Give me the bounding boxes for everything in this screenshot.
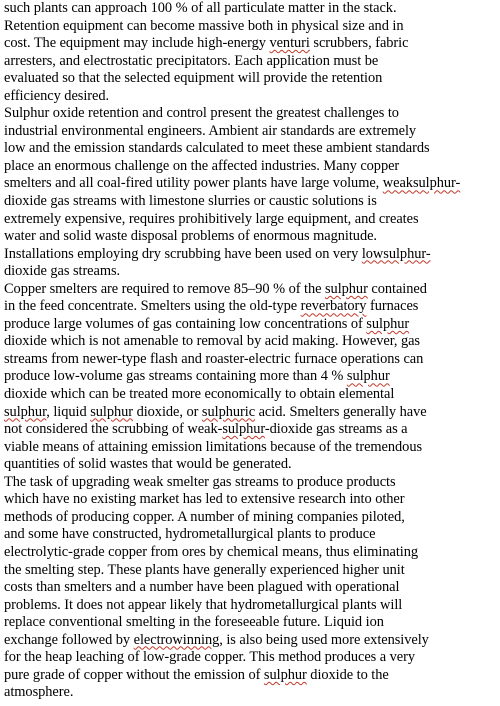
spellcheck-flagged-word: sulphur <box>346 368 390 385</box>
text-segment: smelters and all coal-fired utility power plants have large volume, <box>4 175 383 192</box>
text-segment: Sulphur oxide retention and control present the greatest challenges to <box>4 105 399 122</box>
text-segment: scrubbers, fabric <box>309 35 409 52</box>
text-segment: The task of upgrading weak smelter gas streams to produce products <box>4 473 396 490</box>
text-line <box>4 614 498 632</box>
text-segment: exchange followed by <box>4 631 134 648</box>
spellcheck-flagged-word: venturi <box>269 35 310 52</box>
text-segment: not considered the scrubbing of weak- <box>4 421 223 438</box>
text-segment: electrolytic-grade copper from ores by chemical means, thus eliminating <box>4 543 419 560</box>
spellcheck-flagged-word: sulphuric <box>201 403 256 420</box>
text-segment: industrial environmental engineers. Ambient air standards are extremely <box>4 122 417 139</box>
text-segment: place an enormous challenge on the affected industries. Many copper <box>4 157 400 174</box>
text-segment: efficiency desired. <box>4 87 110 104</box>
text-segment: dioxide, or <box>133 403 202 420</box>
text-line <box>4 544 498 562</box>
text-segment: such plants can approach 100 % of all particulate matter in the stack. <box>4 0 397 16</box>
text-segment: viable means of attaining emission limitations because of the tremendous <box>4 438 423 455</box>
text-line <box>4 474 498 492</box>
text-segment: and some have constructed, hydrometallurgical plants to produce <box>4 526 376 543</box>
text-segment: Retention equipment can become massive both in physical size and in <box>4 17 404 34</box>
text-line <box>4 456 498 474</box>
text-segment: water and solid waste disposal problems of enormous magnitude. <box>4 228 377 245</box>
spellcheck-flagged-word: sulphur <box>4 403 47 420</box>
text-segment: extremely expensive, requires prohibitively large equipment, and creates <box>4 210 419 227</box>
text-line <box>4 88 498 106</box>
text-segment: arresters, and electrostatic precipitators. Each application must be <box>4 52 379 69</box>
text-segment: quantities of solid wastes that would be generated. <box>4 456 292 473</box>
text-segment: costs than smelters and a number have been plagued with operational <box>4 579 400 596</box>
text-segment: dioxide to the <box>306 666 389 683</box>
text-line <box>4 421 498 439</box>
text-line <box>4 158 498 176</box>
text-segment: in the feed concentrate. Smelters using the old-type <box>4 298 301 315</box>
spellcheck-flagged-word: sulphur <box>366 315 410 332</box>
text-line <box>4 579 498 597</box>
spellcheck-flagged-word: reverbatory <box>300 298 367 315</box>
text-segment: replace conventional smelting in the foreseeable future. Liquid ion <box>4 614 384 631</box>
text-segment: which have no existing market has led to extensive research into other <box>4 491 405 508</box>
text-segment: methods of producing copper. A number of mining companies piloted, <box>4 508 405 525</box>
text-segment: atmosphere. <box>4 684 74 701</box>
text-line <box>4 649 498 667</box>
spellcheck-flagged-word: weaksulphur- <box>382 175 461 192</box>
text-line <box>4 263 498 281</box>
text-segment: Installations employing dry scrubbing have been used on very <box>4 245 362 262</box>
text-segment: streams from newer-type flash and roaster-electric furnace operations can <box>4 350 424 367</box>
text-line <box>4 0 498 18</box>
text-line <box>4 211 498 229</box>
text-line <box>4 298 498 316</box>
spellcheck-flagged-word: sulphur <box>263 666 307 683</box>
text-segment: pure grade of copper without the emission of <box>4 666 264 683</box>
text-segment: dioxide gas streams. <box>4 263 121 280</box>
text-segment: problems. It does not appear likely that hydrometallurgical plants will <box>4 596 403 613</box>
text-line <box>4 193 498 211</box>
text-line <box>4 281 498 299</box>
text-segment: furnaces <box>366 298 419 315</box>
text-segment: , is also being used more extensively <box>219 631 429 648</box>
text-line <box>4 140 498 158</box>
text-segment: contained <box>367 280 427 297</box>
text-segment: low and the emission standards calculated to meet these ambient standards <box>4 140 430 157</box>
text-line <box>4 123 498 141</box>
text-line <box>4 526 498 544</box>
spellcheck-flagged-word: electrowinning <box>133 631 220 648</box>
text-segment: , liquid <box>46 403 91 420</box>
text-line <box>4 53 498 71</box>
spellcheck-flagged-word: sulphur <box>222 421 265 438</box>
text-segment: the smelting step. These plants have generally experienced higher unit <box>4 561 405 578</box>
text-segment: dioxide which can be treated more economically to obtain elemental <box>4 386 395 403</box>
text-segment: acid. Smelters generally have <box>255 403 427 420</box>
text-line <box>4 439 498 457</box>
spellcheck-flagged-word: sulphur <box>325 280 368 297</box>
text-line <box>4 35 498 53</box>
text-segment: -dioxide gas streams as a <box>264 421 408 438</box>
text-segment: produce large volumes of gas containing low concentrations of <box>4 315 367 332</box>
text-segment: cost. The equipment may include high-energy <box>4 35 270 52</box>
text-line <box>4 246 498 264</box>
text-segment: dioxide which is not amenable to removal by acid making. However, gas <box>4 333 420 350</box>
text-line <box>4 597 498 615</box>
text-line <box>4 70 498 88</box>
text-line <box>4 509 498 527</box>
text-line <box>4 684 498 702</box>
text-line <box>4 175 498 193</box>
text-line <box>4 333 498 351</box>
text-segment: evaluated so that the selected equipment will provide the retention <box>4 70 383 87</box>
document-body <box>4 0 498 702</box>
text-line <box>4 351 498 369</box>
text-line <box>4 667 498 685</box>
text-line <box>4 316 498 334</box>
text-segment: Copper smelters are required to remove 85–90 % of the <box>4 280 325 297</box>
text-line <box>4 228 498 246</box>
spellcheck-flagged-word: sulphur <box>90 403 134 420</box>
text-line <box>4 491 498 509</box>
text-segment: for the heap leaching of low-grade copper. This method produces a very <box>4 649 416 666</box>
text-line <box>4 386 498 404</box>
text-line <box>4 368 498 386</box>
text-line <box>4 632 498 650</box>
spellcheck-flagged-word: lowsulphur- <box>361 245 431 262</box>
text-segment: dioxide gas streams with limestone slurries or caustic solutions is <box>4 193 377 210</box>
text-line <box>4 18 498 36</box>
text-line <box>4 105 498 123</box>
text-line <box>4 562 498 580</box>
text-segment: produce low-volume gas streams containing more than 4 % <box>4 368 347 385</box>
text-line <box>4 404 498 422</box>
